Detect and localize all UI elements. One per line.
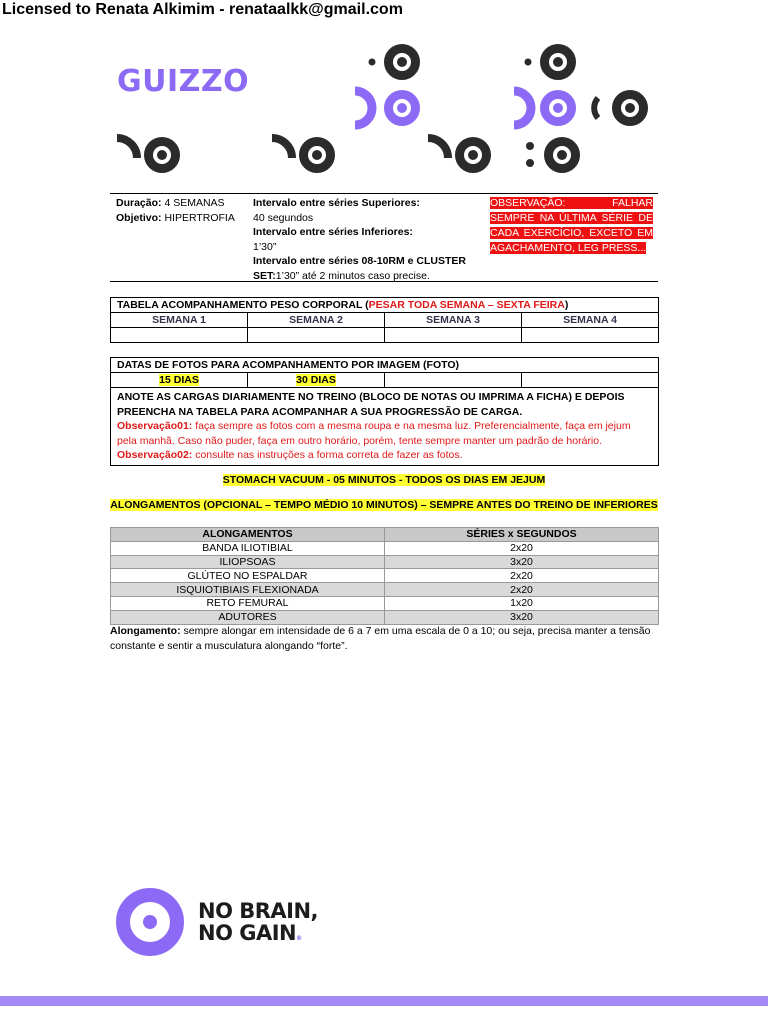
set-value: 1’30” até 2 minutos caso precise. <box>275 269 430 282</box>
peso-title: TABELA ACOMPANHAMENTO PESO CORPORAL (PESAR TODA SEMANA – SEXTA FEIRA) <box>111 298 659 313</box>
stretch-value: 3x20 <box>385 610 659 624</box>
stretch-name: ILIOPSOAS <box>111 555 385 569</box>
license-text: Licensed to Renata Alkimim - renataalkk@gmail.com <box>2 1 403 18</box>
week-header: SEMANA 2 <box>248 313 385 328</box>
duracao-label: Duração: <box>116 197 162 209</box>
fotos-cell[interactable] <box>522 373 659 388</box>
stretch-name: RETO FEMURAL <box>111 596 385 610</box>
set-label: SET: <box>253 269 276 282</box>
obs1-label: Observação01: <box>117 420 193 432</box>
fotos-notes <box>111 388 659 466</box>
sup-label: Intervalo entre séries Superiores: <box>253 197 420 209</box>
guizzo-logo: GUIZZO <box>117 64 250 99</box>
stomach-vacuum-line: STOMACH VACUUM - 05 MINUTOS - TODOS OS DIAS EM JEJUM <box>222 474 546 486</box>
bottom-bar <box>0 996 768 1006</box>
anote-text: ANOTE AS CARGAS DIARIAMENTE NO TREINO (BLOCO DE NOTAS OU IMPRIMA A FICHA) E DEPOIS PREENCHA NA TABELA PARA ACOMPANHAR A SUA PROGRESSÃO DE CARGA. <box>117 391 625 418</box>
stretch-value: 2x20 <box>385 569 659 583</box>
alongamentos-title: ALONGAMENTOS (OPCIONAL – TEMPO MÉDIO 10 MINUTOS) – SEMPRE ANTES DO TREINO DE INFERIORES <box>110 499 658 511</box>
inf-value: 1’30” <box>253 240 277 253</box>
decorative-target-icons <box>0 0 768 190</box>
week-cell[interactable] <box>385 328 522 343</box>
obs2-text: consulte nas instruções a forma correta de fazer as fotos. <box>192 449 463 461</box>
stretch-value: 1x20 <box>385 596 659 610</box>
fotos-cell[interactable] <box>385 373 522 388</box>
fotos-title: DATAS DE FOTOS PARA ACOMPANHAMENTO POR IMAGEM (FOTO) <box>111 358 659 373</box>
cluster-label: Intervalo entre séries 08-10RM e CLUSTER <box>253 255 466 267</box>
observacao-text: OBSERVAÇÃO: FALHAR SEMPRE NA ÚLTIMA SÉRIE DE CADA EXERCÍCIO, EXCETO EM AGACHAMENTO, LEG PRESS... <box>490 197 653 254</box>
week-cell[interactable] <box>111 328 248 343</box>
stretch-value: 2x20 <box>385 541 659 555</box>
alongamento-note: Alongamento: sempre alongar em intensidade de 6 a 7 em uma escala de 0 a 10; ou seja, precisa manter a tensão constante e sentir a musculatura alongando “forte”. <box>110 625 651 652</box>
peso-table <box>110 297 659 343</box>
stretch-table <box>110 527 659 625</box>
fotos-15-dias: 15 DIAS <box>111 373 248 388</box>
no-brain-target-icon <box>114 886 186 958</box>
week-header: SEMANA 1 <box>111 313 248 328</box>
stretch-name: ADUTORES <box>111 610 385 624</box>
obs1-text: faça sempre as fotos com a mesma roupa e na mesma luz. Preferencialmente, faça em jejum pela manhã. Caso não puder, faça em outro horário, porém, tente sempre manter um padrão de horário. <box>117 420 631 447</box>
week-header: SEMANA 4 <box>522 313 659 328</box>
objetivo-value: HIPERTROFIA <box>164 212 235 224</box>
inf-label: Intervalo entre séries Inferiores: <box>253 226 413 238</box>
fotos-30-dias: 30 DIAS <box>248 373 385 388</box>
stretch-name: ISQUIOTIBIAIS FLEXIONADA <box>111 583 385 597</box>
stretch-value: 2x20 <box>385 583 659 597</box>
week-cell[interactable] <box>522 328 659 343</box>
stretch-name: BANDA ILIOTIBIAL <box>111 541 385 555</box>
stretch-value: 3x20 <box>385 555 659 569</box>
stretch-name: GLÚTEO NO ESPALDAR <box>111 569 385 583</box>
stretch-header-name: ALONGAMENTOS <box>111 528 385 542</box>
duracao-value: 4 SEMANAS <box>164 197 225 209</box>
obs2-label: Observação02: <box>117 449 193 461</box>
sup-value: 40 segundos <box>253 211 314 224</box>
fotos-table <box>110 357 659 466</box>
stretch-header-value: SÉRIES x SEGUNDOS <box>385 528 659 542</box>
week-header: SEMANA 3 <box>385 313 522 328</box>
week-cell[interactable] <box>248 328 385 343</box>
objetivo-label: Objetivo: <box>116 212 162 224</box>
no-brain-no-gain-tagline: NO BRAIN, NO GAIN® <box>198 899 319 945</box>
info-block <box>110 193 658 282</box>
